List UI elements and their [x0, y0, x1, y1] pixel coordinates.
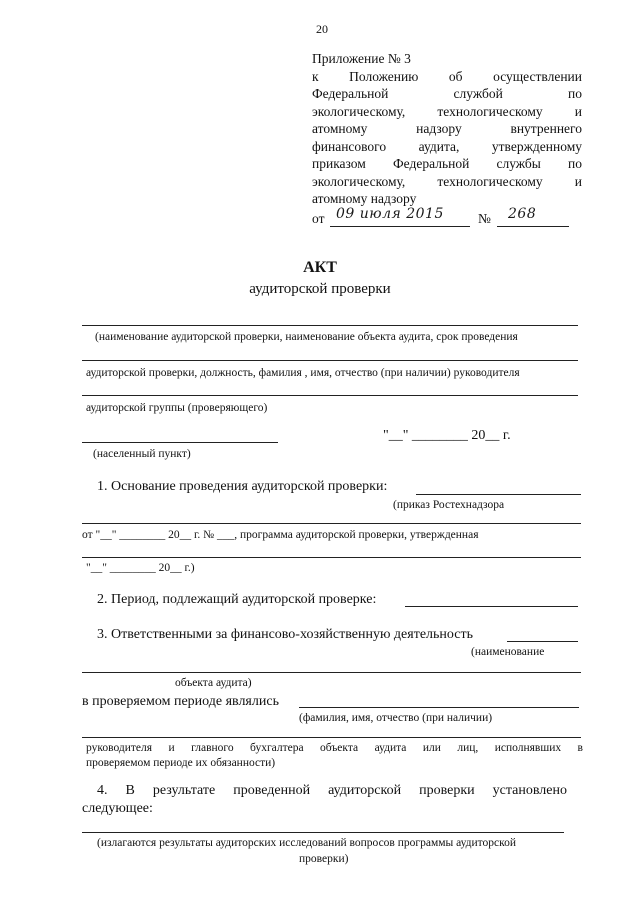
- field-line: [82, 832, 564, 833]
- section-1-label: 1. Основание проведения аудиторской проверки:: [97, 479, 388, 494]
- annex-number-label: №: [478, 211, 491, 226]
- field-line: [82, 360, 578, 361]
- annex-line: атомному надзору внутреннего: [312, 121, 582, 136]
- annex-line: экологическому, технологическому и: [312, 173, 582, 189]
- hint-fio: (фамилия, имя, отчество (при наличии): [299, 712, 493, 724]
- section-3-period-label: в проверяемом периоде являлись: [82, 694, 279, 709]
- field-line: [405, 606, 578, 607]
- hint-settlement: (населенный пункт): [93, 448, 191, 460]
- page-number: 20: [316, 22, 328, 36]
- field-line: [416, 494, 581, 495]
- hint-object: объекта аудита): [175, 677, 252, 689]
- hint-results-1: (излагаются результаты аудиторских исследований вопросов программы аудиторской: [97, 837, 517, 849]
- field-line: [82, 557, 581, 558]
- section-3-label: 3. Ответственными за финансово-хозяйственную деятельность: [97, 627, 473, 642]
- field-line: [299, 707, 579, 708]
- annex-line: приказом Федеральной службы по: [312, 156, 582, 171]
- document-subtitle: аудиторской проверки: [249, 281, 391, 297]
- order-line: от "__" ________ 20__ г. № ___, программа аудиторской проверки, утвержденная: [82, 529, 479, 541]
- hint-name: (наименование: [471, 646, 545, 658]
- heads-line-1: руководителя и главного бухгалтера объекта аудита или лиц, исполнявших в: [86, 742, 583, 754]
- section-2-label: 2. Период, подлежащий аудиторской проверке:: [97, 592, 377, 607]
- field-line: [82, 325, 578, 326]
- annex-line: к Положению об осуществлении: [312, 68, 582, 84]
- annex-line: финансового аудита, утвержденному: [312, 138, 582, 154]
- field-line: [82, 395, 578, 396]
- annex-date-handwritten: 09 июля 2015: [336, 206, 444, 222]
- order-date: "__" ________ 20__ г.): [86, 562, 195, 574]
- hint-audit-group: аудиторской группы (проверяющего): [86, 402, 268, 414]
- annex-date-underline: [330, 226, 470, 227]
- annex-header: [312, 50, 582, 208]
- field-line: [82, 672, 581, 673]
- hint-audit-name: (наименование аудиторской проверки, наименование объекта аудита, срок проведения: [95, 331, 518, 343]
- hint-results-2: проверки): [299, 853, 349, 865]
- hint-audit-leader: аудиторской проверки, должность, фамилия , имя, отчество (при наличии) руководителя: [86, 367, 520, 379]
- field-line: [82, 737, 581, 738]
- annex-line: Приложение № 3: [312, 51, 411, 66]
- settlement-line: [82, 442, 278, 443]
- date-field: "__" ________ 20__ г.: [383, 428, 511, 443]
- section-4-following: следующее:: [82, 801, 153, 816]
- annex-line: Федеральной службой по: [312, 86, 582, 101]
- document-title: АКТ: [303, 259, 337, 276]
- annex-line: экологическому, технологическому и: [312, 103, 582, 119]
- heads-line-2: проверяемом периоде их обязанности): [86, 757, 276, 769]
- hint-order: (приказ Ростехнадзора: [393, 499, 505, 511]
- section-4-label: 4. В результате проведенной аудиторской проверки установлено: [97, 783, 567, 798]
- annex-number-underline: [497, 226, 569, 227]
- annex-number-handwritten: 268: [508, 206, 537, 222]
- annex-from-label: от: [312, 211, 325, 226]
- field-line: [507, 641, 578, 642]
- field-line: [82, 523, 581, 524]
- annex-line: атомному надзору: [312, 191, 417, 206]
